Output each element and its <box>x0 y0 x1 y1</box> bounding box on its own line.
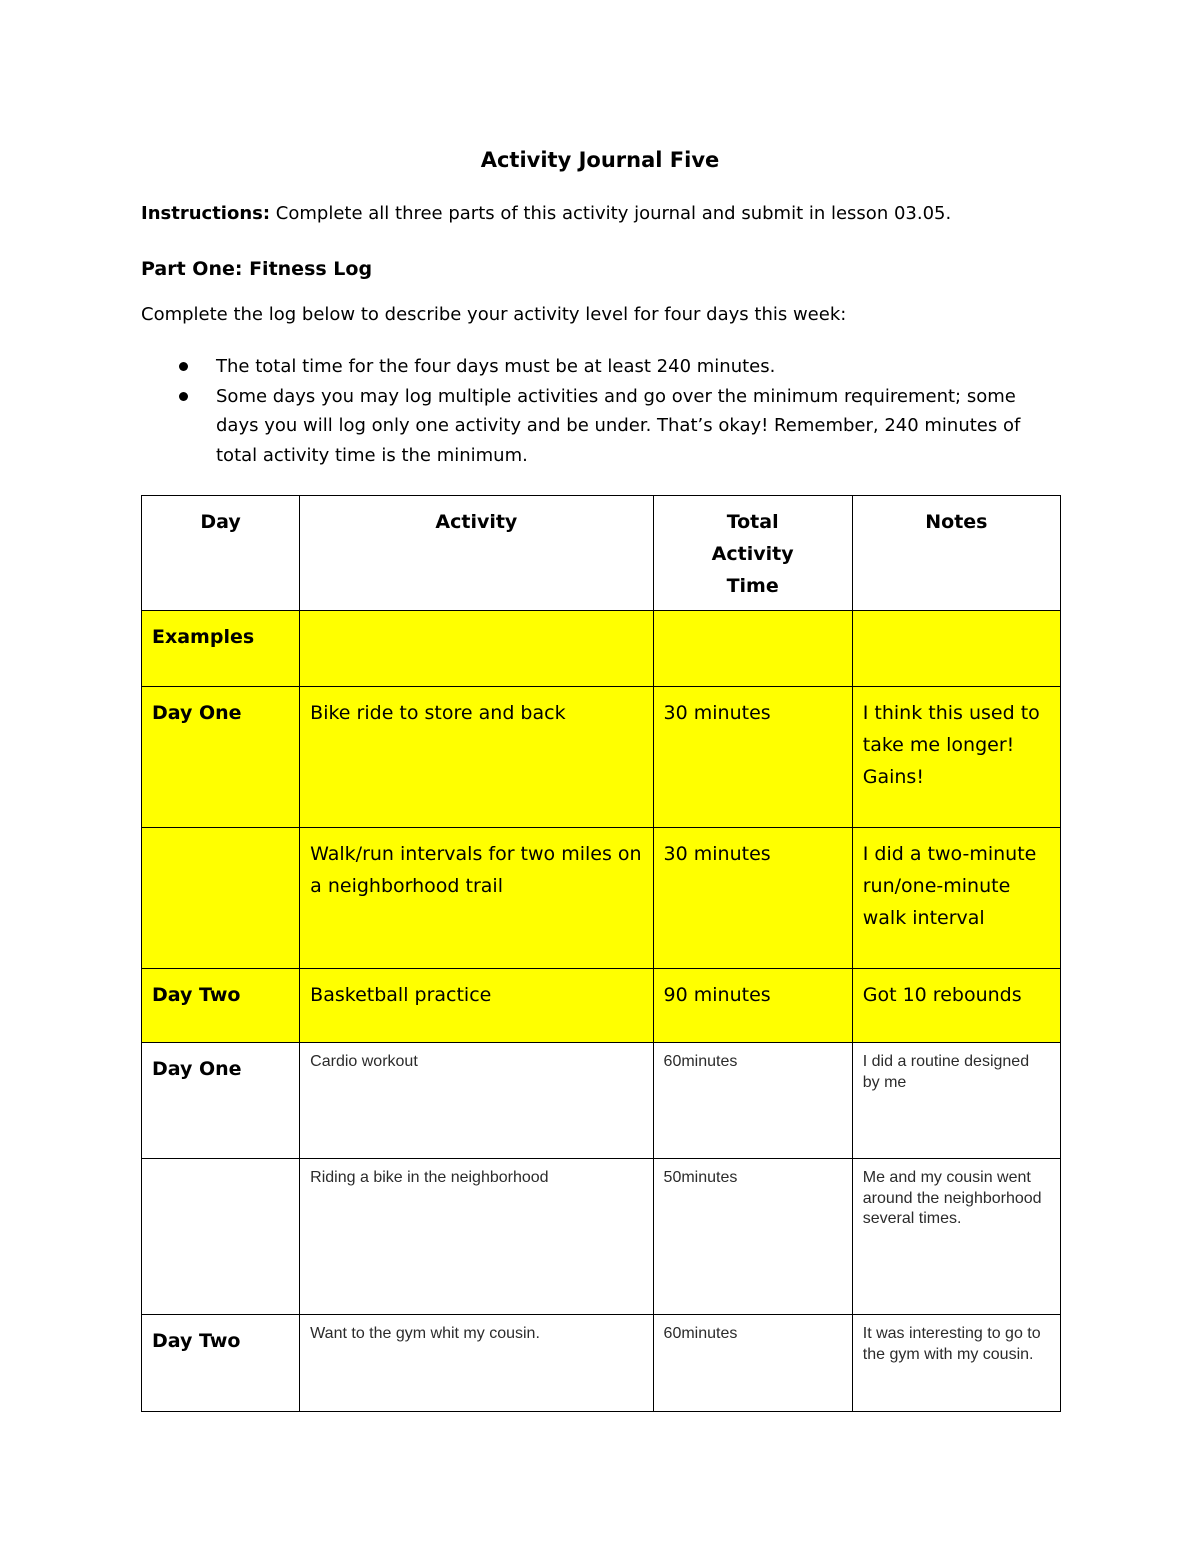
list-item <box>141 352 1061 382</box>
list-item <box>141 382 1061 471</box>
instructions <box>141 200 1061 228</box>
table-row <box>142 1159 1061 1315</box>
entry-notes[interactable]: I did a routine designed by me <box>862 1053 1030 1091</box>
example-activity: Bike ride to store and back <box>310 702 566 724</box>
requirements-list <box>141 352 1061 470</box>
bullet-icon <box>179 362 188 371</box>
instructions-label: Instructions: <box>141 203 271 224</box>
table-row <box>142 1315 1061 1412</box>
bullet-icon <box>179 392 188 401</box>
instructions-text: Complete all three parts of this activity journal and submit in lesson 03.05. <box>270 203 952 224</box>
table-cell <box>852 687 1060 828</box>
entry-time[interactable]: 60minutes <box>663 1325 738 1342</box>
table-header-row <box>142 496 1061 611</box>
table-cell <box>300 1159 653 1315</box>
table-cell <box>142 1315 300 1412</box>
table-cell <box>142 611 300 687</box>
part-one-heading: Part One: Fitness Log <box>141 258 373 280</box>
examples-row <box>142 611 1061 687</box>
log-intro: Complete the log below to describe your activity level for four days this week: <box>141 304 847 325</box>
example-time: 30 minutes <box>663 843 771 865</box>
table-row <box>142 828 1061 969</box>
table-cell <box>852 1159 1060 1315</box>
table-cell <box>142 969 300 1043</box>
table-cell <box>653 611 852 687</box>
table-cell <box>653 1159 852 1315</box>
table-cell <box>300 1315 653 1412</box>
table-cell <box>653 1315 852 1412</box>
document-title: Activity Journal Five <box>480 148 720 172</box>
table-cell <box>653 687 852 828</box>
example-time: 30 minutes <box>663 702 771 724</box>
table-cell <box>142 687 300 828</box>
entry-day <box>142 1159 299 1177</box>
example-day: Day One <box>152 702 242 724</box>
example-notes: I think this used to take me longer! Gains! <box>862 702 1040 788</box>
table-row <box>142 1043 1061 1159</box>
table-cell <box>852 611 1060 687</box>
entry-activity[interactable]: Want to the gym whit my cousin. <box>310 1325 540 1342</box>
header-cell <box>653 496 852 611</box>
entry-time[interactable]: 60minutes <box>663 1053 738 1070</box>
table-cell <box>653 1043 852 1159</box>
table-cell <box>300 611 653 687</box>
fitness-log-table <box>141 495 1061 1412</box>
example-activity: Walk/run intervals for two miles on a neighborhood trail <box>310 843 642 897</box>
table-cell <box>300 828 653 969</box>
entry-activity[interactable]: Riding a bike in the neighborhood <box>310 1169 549 1186</box>
entry-notes[interactable]: Me and my cousin went around the neighborhood several times. <box>862 1169 1042 1227</box>
example-day <box>142 828 299 846</box>
example-notes: Got 10 rebounds <box>862 984 1022 1006</box>
entry-day: Day Two <box>152 1330 241 1352</box>
header-activity: Activity <box>435 511 518 533</box>
header-cell <box>142 496 300 611</box>
table-cell <box>852 1043 1060 1159</box>
bullet-text: The total time for the four days must be at least 240 minutes. <box>216 356 776 377</box>
example-time: 90 minutes <box>663 984 771 1006</box>
examples-label: Examples <box>152 626 255 648</box>
table-cell <box>852 1315 1060 1412</box>
header-cell <box>852 496 1060 611</box>
header-cell <box>300 496 653 611</box>
table-cell <box>852 969 1060 1043</box>
table-cell <box>653 828 852 969</box>
header-total-time: Total Activity Time <box>711 511 794 597</box>
table-cell <box>142 1043 300 1159</box>
entry-activity[interactable]: Cardio workout <box>310 1053 418 1070</box>
table-cell <box>300 969 653 1043</box>
example-notes: I did a two-minute run/one-minute walk interval <box>862 843 1037 929</box>
entry-notes[interactable]: It was interesting to go to the gym with my cousin. <box>862 1325 1041 1363</box>
table-cell <box>300 1043 653 1159</box>
example-day: Day Two <box>152 984 241 1006</box>
bullet-text: Some days you may log multiple activities and go over the minimum requirement; some days you will log only one activity and be under. That’s okay! Remember, 240 minutes of total activity time is the minimum. <box>216 385 1021 466</box>
table-cell <box>653 969 852 1043</box>
entry-time[interactable]: 50minutes <box>663 1169 738 1186</box>
table-cell <box>142 828 300 969</box>
example-activity: Basketball practice <box>310 984 492 1006</box>
table-cell <box>852 828 1060 969</box>
table-cell <box>142 1159 300 1315</box>
table-cell <box>300 687 653 828</box>
header-day: Day <box>200 511 241 533</box>
table-row <box>142 969 1061 1043</box>
entry-day: Day One <box>152 1058 242 1080</box>
table-row <box>142 687 1061 828</box>
header-notes: Notes <box>925 511 988 533</box>
